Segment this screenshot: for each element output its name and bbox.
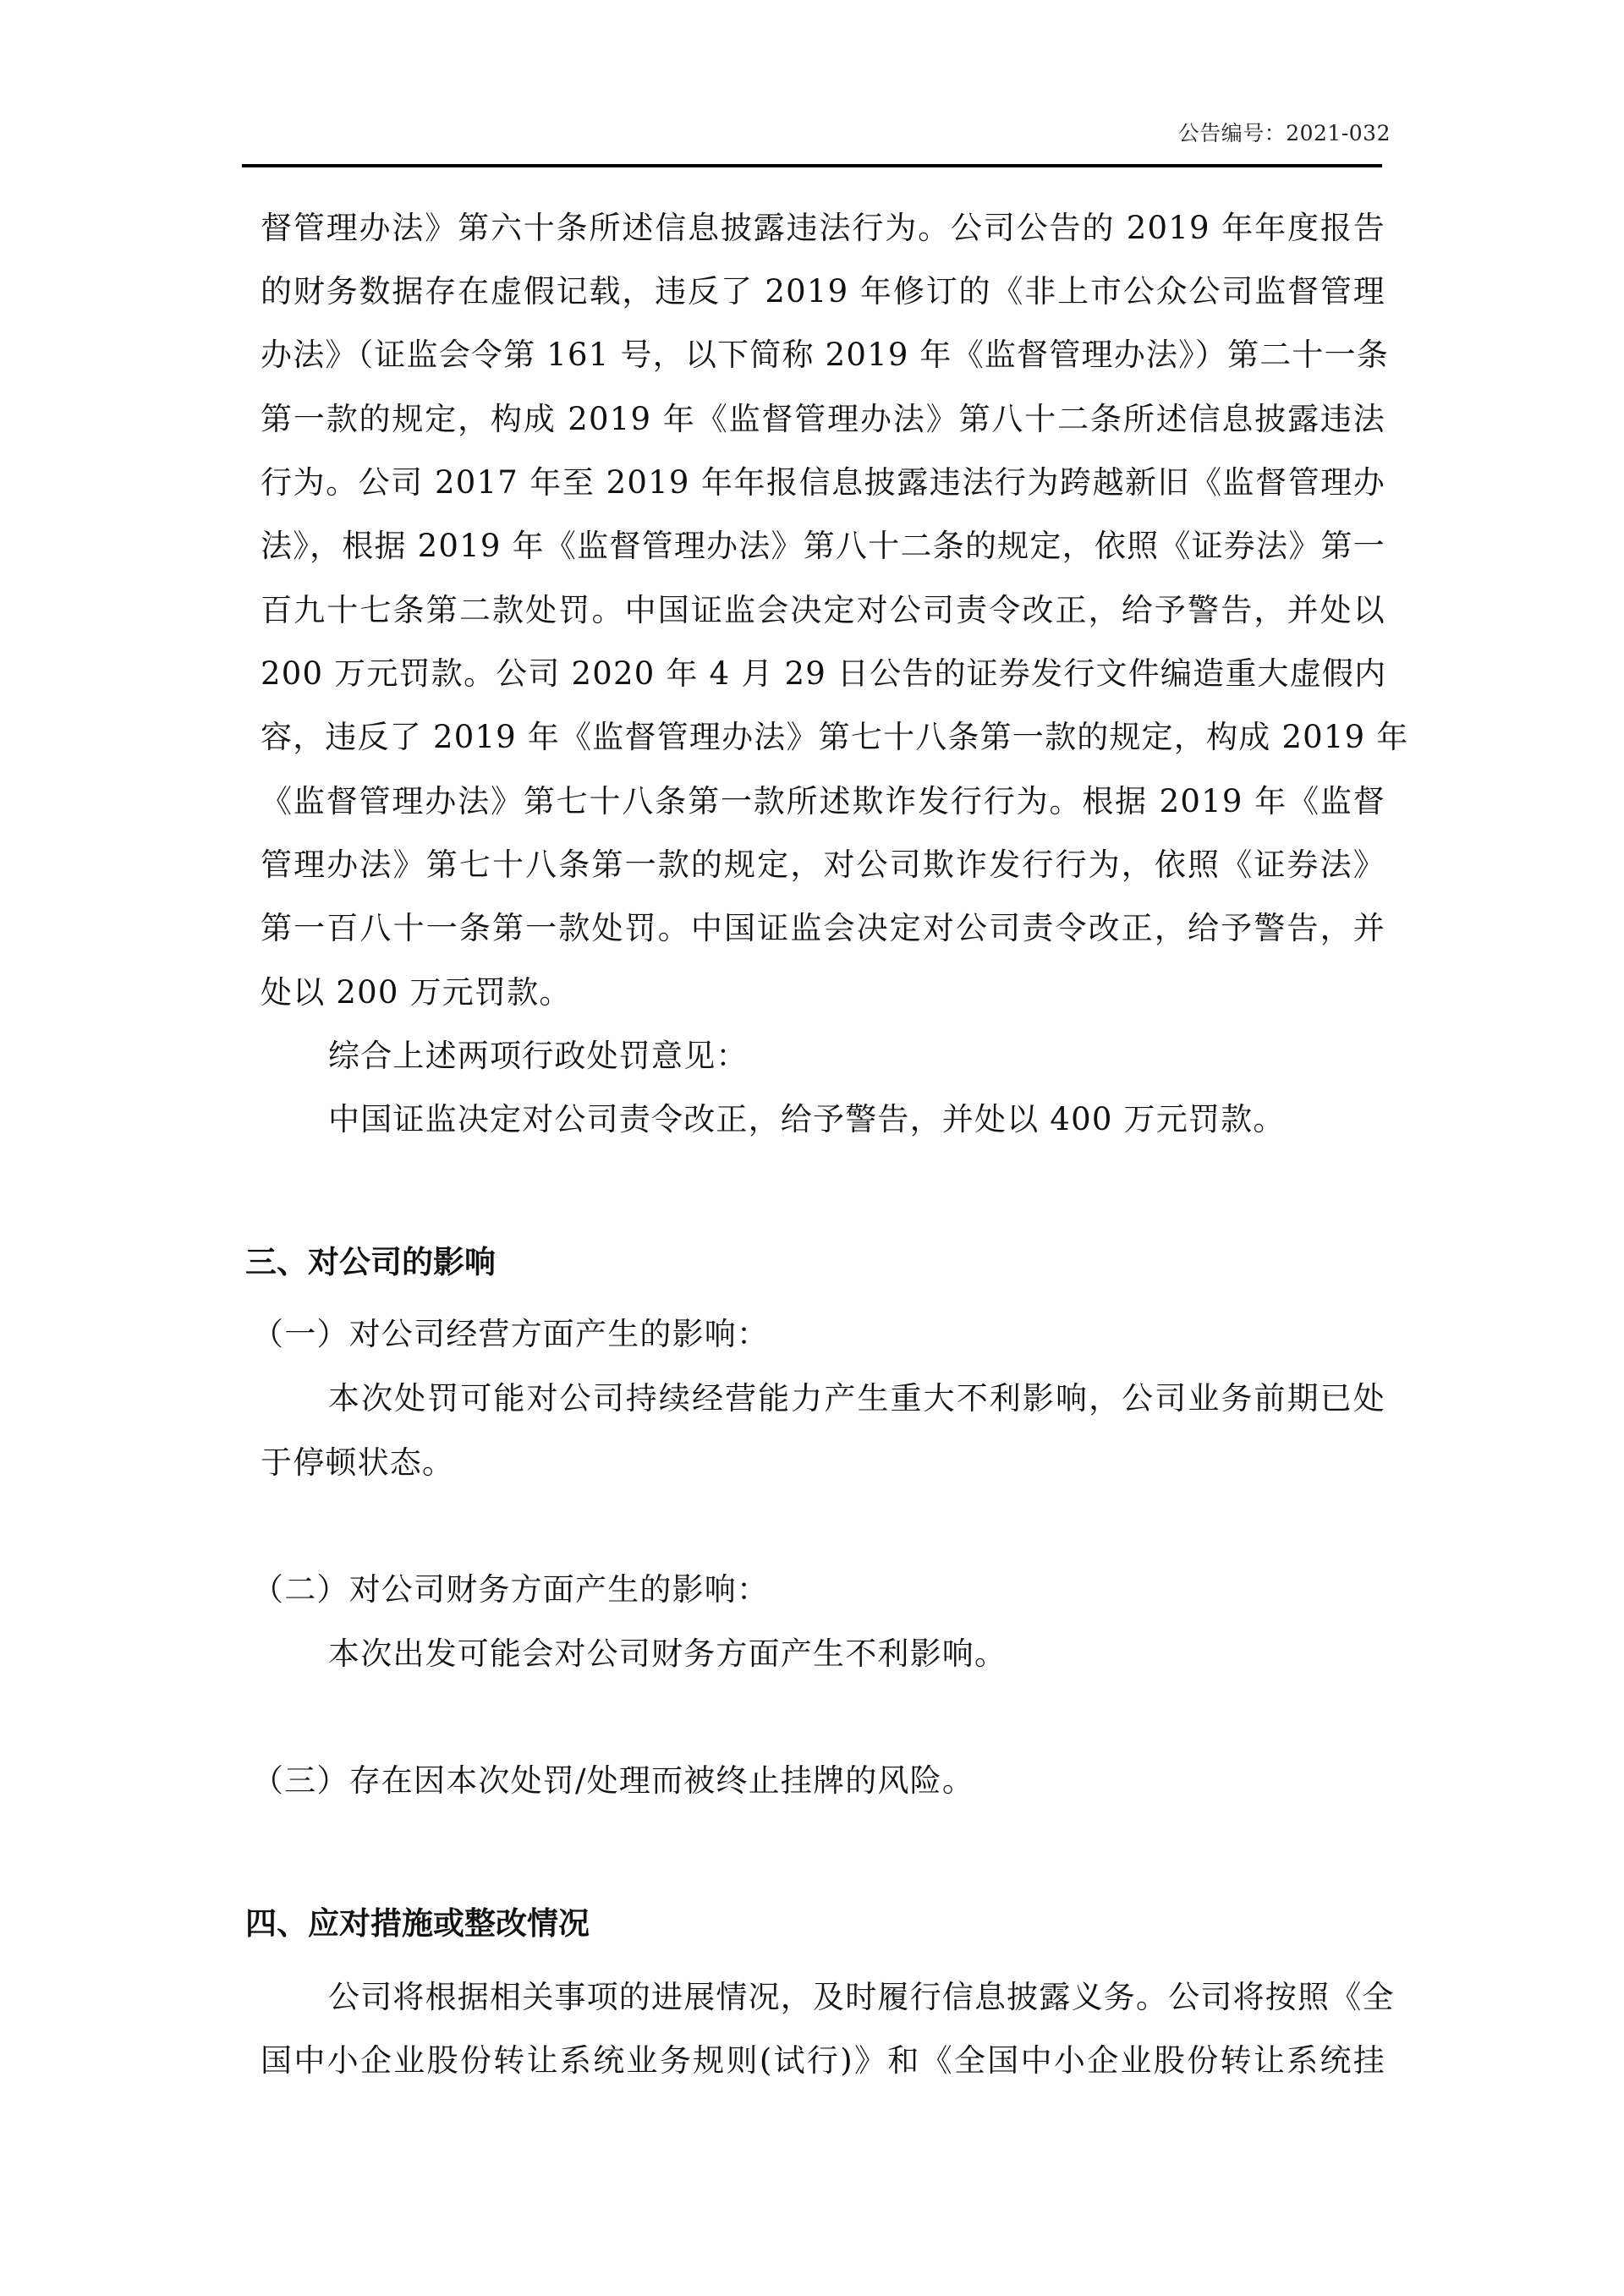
summary-result: 中国证监决定对公司责令改正，给予警告，并处以 400 万元罚款。 [328,1101,1286,1137]
text-line: 办法》（证监会令第 161 号，以下简称 2019 年《监督管理办法》）第二十一条 [261,337,1390,373]
section-3-item-1-text: 本次处罚可能对公司持续经营能力产生重大不利影响，公司业务前期已处 [328,1380,1385,1417]
text-line: 的财务数据存在虚假记载，违反了 2019 年修订的《非上市公众公司监督管理 [261,273,1385,310]
section-3-item-2-title: （二）对公司财务方面产生的影响： [252,1571,770,1608]
section-3-heading: 三、对公司的影响 [245,1243,496,1280]
section-4-text-cont: 国中小企业股份转让系统业务规则(试行)》和《全国中小企业股份转让系统挂 [261,2042,1385,2079]
section-3-item-1-text-cont: 于停顿状态。 [261,1444,455,1481]
header-rule [242,164,1382,167]
text-line: 容，违反了 2019 年《监督管理办法》第七十八条第一款的规定，构成 2019 年 [261,719,1409,755]
text-line: 行为。公司 2017 年至 2019 年年报信息披露违法行为跨越新旧《监督管理办 [261,464,1385,501]
page-header-number: 公告编号：2021-032 [1177,121,1391,145]
section-3-item-2-text: 本次出发可能会对公司财务方面产生不利影响。 [328,1636,1007,1672]
text-line: 处以 200 万元罚款。 [261,974,572,1011]
section-4-heading: 四、应对措施或整改情况 [245,1904,590,1942]
summary-intro: 综合上述两项行政处罚意见： [328,1038,749,1074]
section-3-item-3-title: （三）存在因本次处罚/处理而被终止挂牌的风险。 [252,1762,975,1799]
text-line: 百九十七条第二款处罚。中国证监会决定对公司责令改正，给予警告，并处以 [261,592,1385,628]
text-line: 200 万元罚款。公司 2020 年 4 月 29 日公告的证券发行文件编造重大虚假内 [261,655,1387,692]
text-line: 《监督管理办法》第七十八条第一款所述欺诈发行行为。根据 2019 年《监督 [261,783,1385,819]
section-4-text: 公司将根据相关事项的进展情况，及时履行信息披露义务。公司将按照《全 [328,1979,1395,2015]
text-line: 第一百八十一条第一款处罚。中国证监会决定对公司责令改正，给予警告，并 [261,910,1385,946]
section-3-item-1-title: （一）对公司经营方面产生的影响： [252,1316,770,1352]
text-line: 督管理办法》第六十条所述信息披露违法行为。公司公告的 2019 年年度报告 [261,210,1385,246]
text-line: 法》，根据 2019 年《监督管理办法》第八十二条的规定，依照《证券法》第一 [261,528,1385,564]
text-line: 管理办法》第七十八条第一款的规定，对公司欺诈发行行为，依照《证券法》 [261,847,1385,883]
text-line: 第一款的规定，构成 2019 年《监督管理办法》第八十二条所述信息披露违法 [261,401,1385,437]
